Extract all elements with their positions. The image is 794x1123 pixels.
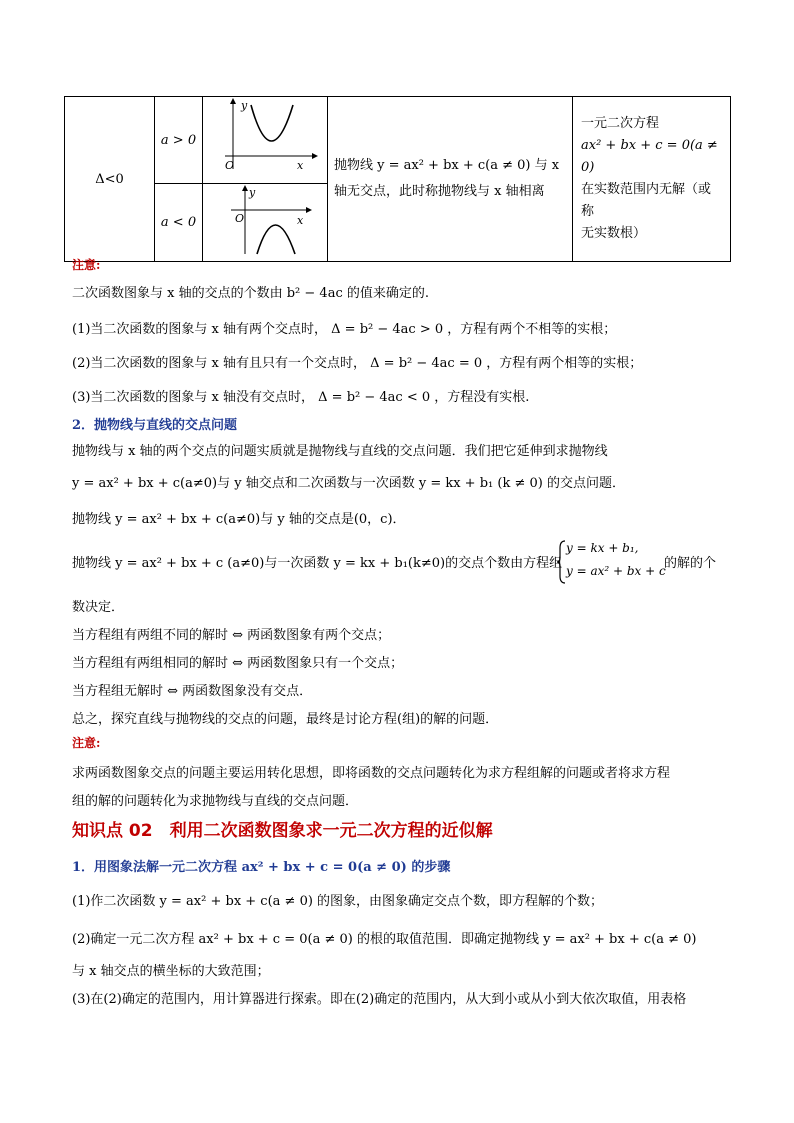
equation-line-2: ax² + bx + c = 0(a ≠ 0) (581, 138, 718, 175)
kp-line-3: (3)在(2)确定的范围内，用计算器进行探索。即在(2)确定的范围内，从大到小或从小到大依次取值，用表格 (72, 992, 687, 1007)
note1-line-1: (1)当二次函数的图象与 x 轴有两个交点时， Δ = b² − 4ac > 0 ，方程有两个不相等的实根； (72, 322, 617, 337)
note-label-1: 注意: (72, 258, 101, 272)
axis-y-label-2: y (249, 186, 256, 199)
note-label-2: 注意: (72, 736, 101, 750)
section2-line-8: 当方程组无解时 ⇔ 两函数图象没有交点． (72, 684, 313, 699)
graph-cell-positive (203, 97, 328, 184)
equation-line-1: 一元二次方程 (581, 116, 660, 131)
origin-label-2: O (235, 212, 245, 225)
graph-cell-negative (203, 184, 328, 262)
axis-y-label: y (241, 99, 248, 112)
equation-line-3: 在实数范围内无解（或称 (581, 182, 712, 219)
section2-line-4: 的解的个 (664, 556, 717, 571)
description-line-1: 抛物线 y = ax² + bx + c(a ≠ 0) 与 x (334, 158, 560, 173)
parabola-down-graph (203, 184, 327, 257)
system-eq-2: y = ax² + bx + c (566, 564, 666, 578)
delta-cell: Δ<0 (65, 97, 155, 262)
left-brace-icon (556, 540, 566, 584)
kp-line-2: 与 x 轴交点的横坐标的大致范围； (72, 964, 270, 979)
kp-line-1: (2)确定一元二次方程 ax² + bx + c = 0(a ≠ 0) 的根的取值范围．即确定抛物线 y = ax² + bx + c(a ≠ 0) (72, 932, 697, 947)
sign-cell-negative: a < 0 (155, 184, 203, 262)
knowledge-point-title: 知识点 02 利用二次函数图象求一元二次方程的近似解 (72, 821, 493, 841)
knowledge-point-subtitle: 1．用图象法解一元二次方程 ax² + bx + c = 0(a ≠ 0) 的步骤 (72, 860, 451, 875)
axis-x-label-2: x (297, 214, 304, 227)
section2-line-1: y = ax² + bx + c(a≠0)与 y 轴交点和二次函数与一次函数 y = kx + b₁ (k ≠ 0) 的交点问题． (72, 476, 625, 491)
kp-line-0: (1)作二次函数 y = ax² + bx + c(a ≠ 0) 的图象，由图象确定交点个数，即方程解的个数； (72, 894, 604, 909)
description-cell (328, 97, 573, 262)
section2-line-7: 当方程组有两组相同的解时 ⇔ 两函数图象只有一个交点； (72, 656, 404, 671)
system-eq-1: y = kx + b₁, (566, 541, 639, 555)
equation-line-4: 无实数根） (581, 226, 647, 241)
description-line-2: 轴无交点，此时称抛物线与 x 轴相离 (334, 184, 545, 199)
section2-line-5: 数决定． (72, 600, 125, 615)
equation-cell (573, 97, 731, 262)
section2-line-2: 抛物线 y = ax² + bx + c(a≠0)与 y 轴的交点是(0，c)． (72, 512, 406, 527)
note2-line-0: 求两函数图象交点的问题主要运用转化思想，即将函数的交点问题转化为求方程组解的问题或者将求方程 (72, 766, 671, 781)
axis-x-label: x (297, 159, 304, 172)
section2-line-3: 抛物线 y = ax² + bx + c (a≠0)与一次函数 y = kx + b₁(k≠0)的交点个数由方程组 (72, 556, 563, 571)
discriminant-table (64, 96, 731, 262)
note2-line-1: 组的解的问题转化为求抛物线与直线的交点问题． (72, 794, 359, 809)
note1-line-2: (2)当二次函数的图象与 x 轴有且只有一个交点时， Δ = b² − 4ac = 0 ，方程有两个相等的实根； (72, 356, 643, 371)
section2-line-6: 当方程组有两组不同的解时 ⇔ 两函数图象有两个交点； (72, 628, 391, 643)
sign-cell-positive: a > 0 (155, 97, 203, 184)
parabola-curve-down (257, 225, 295, 254)
note1-line-3: (3)当二次函数的图象与 x 轴没有交点时， Δ = b² − 4ac < 0 ，方程没有实根. (72, 390, 530, 405)
parabola-up-graph (203, 97, 327, 179)
note1-line-0: 二次函数图象与 x 轴的交点的个数由 b² − 4ac 的值来确定的. (72, 286, 429, 301)
section2-line-9: 总之，探究直线与抛物线的交点的问题，最终是讨论方程(组)的解的问题． (72, 712, 499, 727)
equation-system (556, 540, 676, 584)
section2-title: 2．抛物线与直线的交点问题 (72, 418, 238, 433)
origin-label: O (225, 159, 235, 172)
parabola-curve-up (251, 105, 293, 141)
section2-line-0: 抛物线与 x 轴的两个交点的问题实质就是抛物线与直线的交点问题．我们把它延伸到求抛物线 (72, 444, 608, 459)
